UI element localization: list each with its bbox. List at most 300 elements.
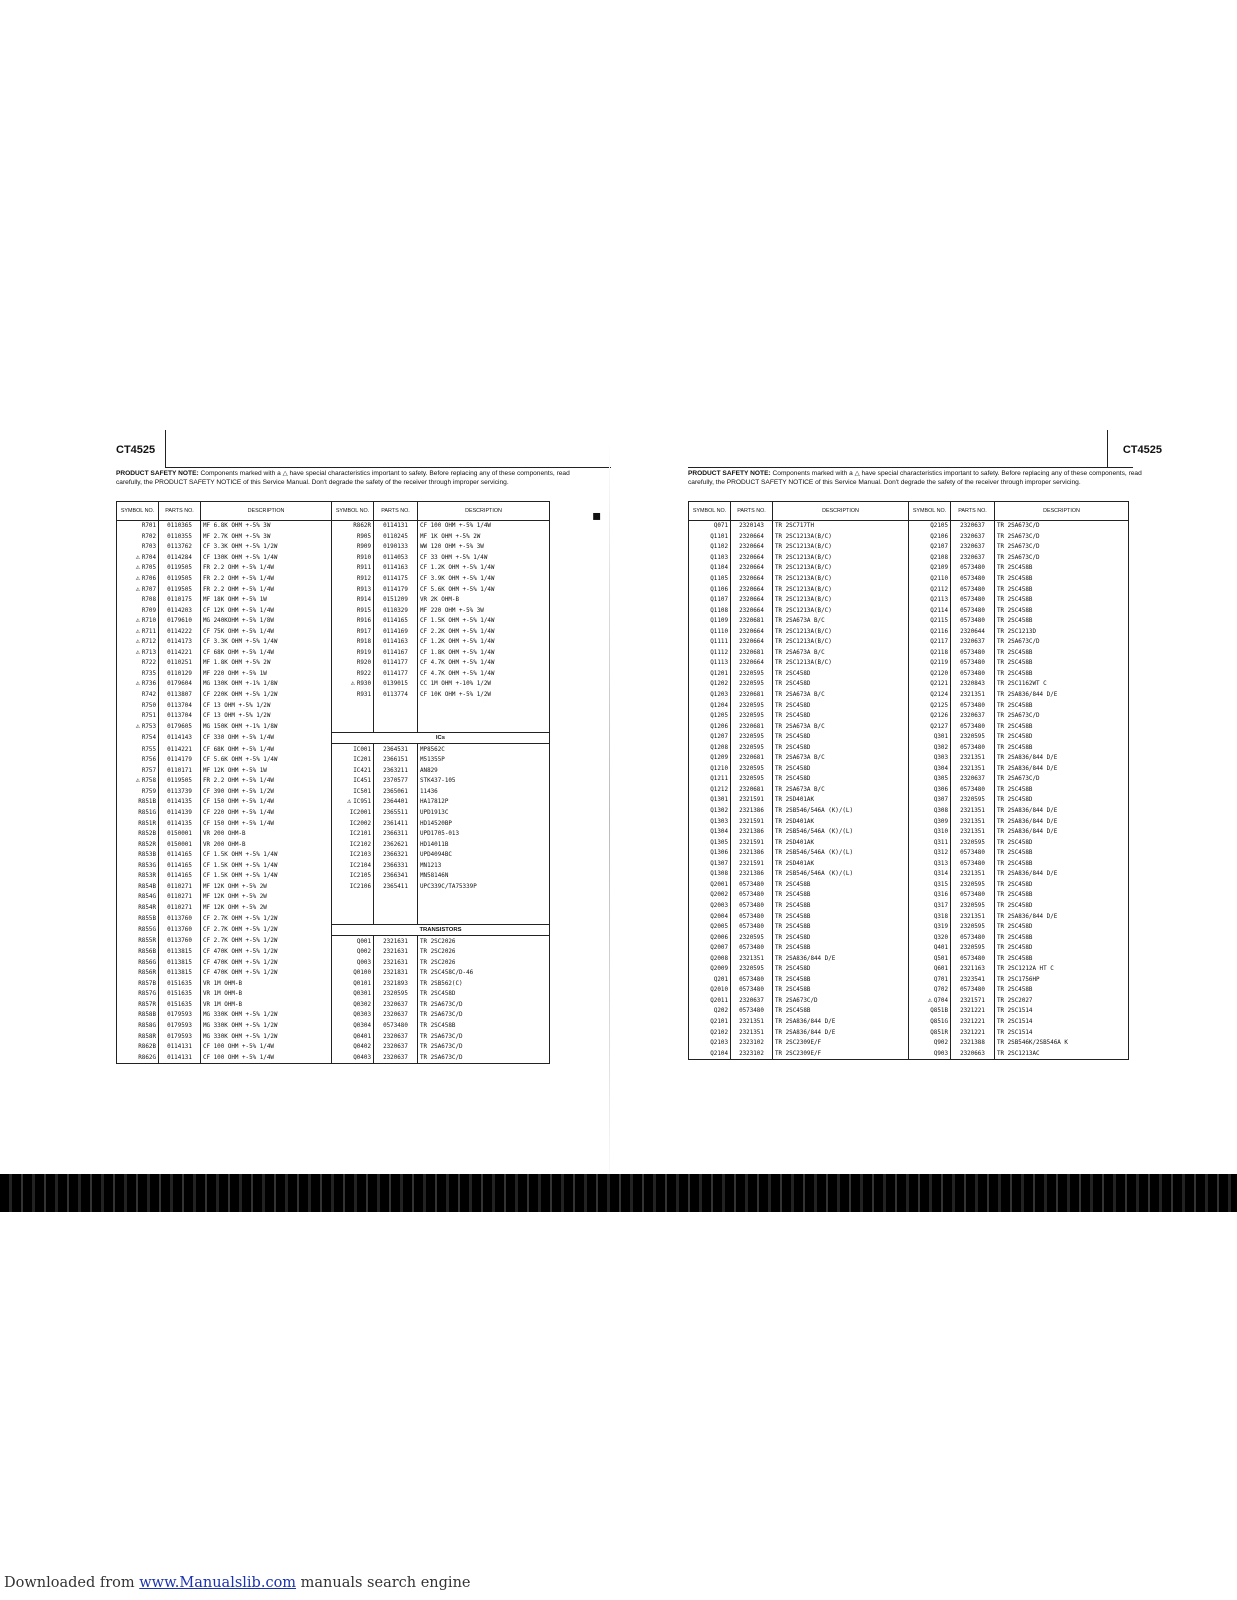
description-cell-text: TR 2SC458B (997, 850, 1033, 857)
symbol-text: Q2003 (710, 902, 728, 909)
part-cell-text: 2320595 (739, 776, 764, 783)
symbol-text: Q2106 (930, 533, 948, 540)
safety-warning-icon: ⚠ (927, 995, 932, 1004)
part-cell-text: 2320664 (739, 544, 764, 551)
description-cell (995, 553, 1129, 564)
symbol-text: R919 (356, 649, 371, 656)
part-cell (731, 764, 773, 775)
part-cell-text: 0179605 (167, 723, 192, 730)
symbol-cell (117, 968, 159, 979)
description-cell-text: TR 2SB546K/2SB546A K (997, 1040, 1068, 1047)
description-cell (995, 932, 1129, 943)
part-cell (731, 553, 773, 564)
description-cell-text: MP8562C (420, 746, 445, 753)
symbol-cell (332, 605, 374, 616)
symbol-cell (117, 1010, 159, 1021)
part-cell (159, 553, 201, 564)
description-cell-text: M51355P (420, 757, 445, 764)
description-cell (995, 901, 1129, 912)
part-cell (159, 669, 201, 680)
description-cell-text: TR 2SA836/844 D/E (997, 755, 1058, 762)
symbol-text: Q071 (713, 523, 728, 530)
symbol-cell (332, 829, 374, 840)
part-cell-text: 0114221 (167, 649, 192, 656)
symbol-cell (117, 1000, 159, 1011)
part-cell-text: 0113815 (167, 970, 192, 977)
part-cell (731, 658, 773, 669)
part-cell (731, 911, 773, 922)
description-cell-text: TR 2SD401AK (775, 818, 815, 825)
description-cell (201, 584, 332, 595)
symbol-cell (117, 818, 159, 829)
symbol-text: R913 (356, 586, 371, 593)
description-cell-text: TR 2SC458B (997, 607, 1033, 614)
part-cell-text: 2320664 (739, 639, 764, 646)
part-cell-text: 0113704 (167, 702, 192, 709)
description-cell (773, 922, 909, 933)
part-cell (374, 605, 418, 616)
symbol-text: Q1103 (710, 554, 728, 561)
part-cell (159, 818, 201, 829)
symbol-text: Q2004 (710, 913, 728, 920)
symbol-cell (117, 574, 159, 585)
symbol-text: R751 (141, 713, 156, 720)
symbol-text: R853G (138, 862, 156, 869)
description-cell (418, 1031, 550, 1042)
symbol-text: Q302 (933, 744, 948, 751)
symbol-cell (909, 690, 951, 701)
description-cell-text: CF 330 OHM +-5% 1/4W (203, 735, 274, 742)
part-cell-text: 0114165 (383, 618, 408, 625)
symbol-cell (689, 753, 731, 764)
description-cell-text: TR 2SC1756HP (997, 976, 1040, 983)
symbol-cell (117, 584, 159, 595)
part-cell-text: 2321571 (960, 997, 985, 1004)
description-cell (418, 721, 550, 732)
part-cell-text: 0573480 (739, 924, 764, 931)
symbol-text: Q2010 (710, 987, 728, 994)
description-cell-text: TR 2SA673C/D (997, 713, 1040, 720)
part-cell-text: 2321351 (960, 829, 985, 836)
description-cell-text: TR 2SC458D (775, 713, 811, 720)
part-cell (159, 1021, 201, 1032)
symbol-text: Q1206 (710, 723, 728, 730)
symbol-cell (117, 787, 159, 798)
part-cell (374, 755, 418, 766)
symbol-cell (117, 936, 159, 947)
description-cell-text: TR 2SC717TH (775, 523, 815, 530)
part-cell (731, 932, 773, 943)
table-row (117, 1000, 550, 1011)
symbol-cell (689, 595, 731, 606)
description-cell-text: TR 2SA673C/D (997, 533, 1040, 540)
symbol-text: Q2107 (930, 544, 948, 551)
part-cell-text: 0573480 (960, 618, 985, 625)
description-cell-text: FR 2.2 OHM +-5% 1/4W (203, 586, 274, 593)
description-cell (201, 679, 332, 690)
description-cell-text: TR 2SC458B (775, 913, 811, 920)
part-cell-text: 2320637 (383, 1033, 408, 1040)
part-cell (731, 732, 773, 743)
part-cell (159, 595, 201, 606)
symbol-text: Q2117 (930, 639, 948, 646)
description-cell-text: TR 2SC1213D (997, 628, 1037, 635)
header-symbol: SYMBOL NO. (117, 502, 159, 521)
part-cell (374, 808, 418, 819)
description-cell (995, 626, 1129, 637)
footer-suffix: manuals search engine (296, 1575, 471, 1591)
symbol-text: Q0402 (353, 1044, 371, 1051)
description-cell (201, 979, 332, 990)
part-cell-text: 0114173 (167, 639, 192, 646)
table-row (117, 616, 550, 627)
part-cell (731, 721, 773, 732)
part-cell (951, 574, 995, 585)
description-cell (773, 1048, 909, 1059)
description-cell-text: TR 2SC1213A(B/C) (775, 607, 832, 614)
part-cell-text: 0114163 (383, 639, 408, 646)
symbol-text: R757 (141, 767, 156, 774)
part-cell-text: 0114284 (167, 554, 192, 561)
symbol-cell (909, 932, 951, 943)
part-cell-text: 0110271 (167, 883, 192, 890)
description-cell-text: UPD1705-013 (420, 831, 460, 838)
part-cell-text: 0119505 (167, 565, 192, 572)
table-row (689, 827, 1129, 838)
description-cell (418, 521, 550, 532)
description-cell (995, 975, 1129, 986)
symbol-cell (332, 521, 374, 532)
table-row (117, 711, 550, 722)
table-row (117, 808, 550, 819)
safety-note-text: Components marked with a △ have special characteristics important to safety. Before replacing any of these components, read carefully, the PRODUCT SAFETY NOTICE of this Service Manual. Don't degrade the safety of the receiver through improper servicing. (688, 470, 1142, 486)
part-cell-text: 0573480 (960, 892, 985, 899)
table-row (689, 932, 1129, 943)
part-cell-text: 2364531 (383, 746, 408, 753)
symbol-text: Q2103 (710, 1040, 728, 1047)
symbol-text: R862G (138, 1054, 156, 1061)
symbol-cell (117, 532, 159, 543)
header-rule (1107, 430, 1108, 468)
part-cell (159, 648, 201, 659)
description-cell (201, 947, 332, 958)
part-cell-text: 2361411 (383, 820, 408, 827)
symbol-cell (689, 742, 731, 753)
symbol-cell (689, 700, 731, 711)
part-cell-text: 0114135 (167, 799, 192, 806)
part-cell-text: 2320595 (739, 765, 764, 772)
part-cell (374, 1042, 418, 1053)
description-cell-text: TR 2SA673A B/C (775, 755, 825, 762)
description-cell (418, 679, 550, 690)
part-cell (951, 1017, 995, 1028)
part-cell (951, 890, 995, 901)
header-divider (166, 467, 611, 468)
part-cell (159, 626, 201, 637)
part-cell (731, 1017, 773, 1028)
symbol-text: Q001 (356, 938, 371, 945)
symbol-text: Q1212 (710, 786, 728, 793)
description-cell-text: MF 220 OHM +-5% 3W (420, 607, 484, 614)
symbol-text: R922 (356, 670, 371, 677)
part-cell (159, 1010, 201, 1021)
part-cell-text: 0110129 (167, 670, 192, 677)
symbol-text: Q201 (713, 976, 728, 983)
symbol-text: R713 (141, 649, 156, 656)
table-row (689, 742, 1129, 753)
part-cell (374, 584, 418, 595)
description-cell-text: TR 2SC458D (997, 924, 1033, 931)
part-cell-text: 2321386 (739, 808, 764, 815)
description-cell (773, 532, 909, 543)
description-cell (995, 1017, 1129, 1028)
description-cell-text: TR 2SC458B (775, 892, 811, 899)
symbol-text: Q1108 (710, 607, 728, 614)
part-cell-text: 0573480 (960, 670, 985, 677)
part-cell-text: 0119505 (167, 586, 192, 593)
description-cell (201, 936, 332, 947)
symbol-cell (689, 605, 731, 616)
description-cell-text: MG 150K OHM +-1% 1/8W (203, 723, 278, 730)
symbol-text: Q0303 (353, 1012, 371, 1019)
description-cell-text: UPC339C/TA75339P (420, 883, 477, 890)
symbol-text: Q304 (933, 765, 948, 772)
symbol-cell (117, 605, 159, 616)
part-cell (731, 859, 773, 870)
description-cell-text: CF 75K OHM +-5% 1/4W (203, 628, 274, 635)
part-cell (374, 648, 418, 659)
symbol-text: R742 (141, 692, 156, 699)
symbol-text: Q702 (933, 987, 948, 994)
description-cell-text: TR 2SC458B (997, 955, 1033, 962)
table-row (689, 953, 1129, 964)
description-cell (418, 595, 550, 606)
symbol-cell (909, 732, 951, 743)
description-cell-text: TR 2SC458B (997, 934, 1033, 941)
description-cell (773, 721, 909, 732)
part-cell (731, 943, 773, 954)
part-cell (159, 711, 201, 722)
part-cell-text: 0139015 (383, 681, 408, 688)
description-cell-text: TR 2SC458D (775, 744, 811, 751)
description-cell (773, 605, 909, 616)
symbol-cell (332, 616, 374, 627)
part-cell-text: 0113774 (383, 692, 408, 699)
symbol-text: R854G (138, 894, 156, 901)
symbol-cell (909, 911, 951, 922)
symbol-cell (909, 1027, 951, 1038)
symbol-text: R702 (141, 533, 156, 540)
part-cell-text: 0110171 (167, 767, 192, 774)
table-row (117, 1042, 550, 1053)
description-cell (773, 553, 909, 564)
part-cell-text: 2321386 (739, 829, 764, 836)
symbol-text: R910 (356, 554, 371, 561)
symbol-cell (689, 584, 731, 595)
part-cell-text: 2321631 (383, 938, 408, 945)
symbol-text: Q319 (933, 924, 948, 931)
part-cell-text: 2321351 (960, 692, 985, 699)
table-row (117, 787, 550, 798)
symbol-text: Q2008 (710, 955, 728, 962)
symbol-text: Q1204 (710, 702, 728, 709)
table-row (117, 1031, 550, 1042)
description-cell (418, 1000, 550, 1011)
description-cell-text: CF 150 OHM +-5% 1/4W (203, 799, 274, 806)
symbol-cell (689, 626, 731, 637)
part-cell (159, 968, 201, 979)
part-cell (731, 1038, 773, 1049)
part-cell-text: 2320595 (739, 734, 764, 741)
symbol-text: IC421 (353, 767, 371, 774)
part-cell (731, 574, 773, 585)
description-cell-text: CF 390 OHM +-5% 1/2W (203, 788, 274, 795)
part-cell (731, 563, 773, 574)
description-cell (418, 542, 550, 553)
table-row (117, 947, 550, 958)
description-cell-text: TR 2SA673A B/C (775, 723, 825, 730)
part-cell-text: 0573480 (739, 976, 764, 983)
description-cell-text: TR 2SC458D (775, 702, 811, 709)
part-cell (159, 1031, 201, 1042)
description-cell (201, 563, 332, 574)
part-cell (374, 903, 418, 914)
table-row (117, 1052, 550, 1063)
description-cell (773, 774, 909, 785)
symbol-cell (689, 1017, 731, 1028)
symbol-text: R905 (356, 533, 371, 540)
part-cell-text: 0114131 (167, 1054, 192, 1061)
description-cell (201, 861, 332, 872)
description-cell-text: TR 2SC1213A(B/C) (775, 586, 832, 593)
symbol-cell (332, 892, 374, 903)
symbol-cell (689, 679, 731, 690)
description-cell (995, 700, 1129, 711)
description-cell (418, 913, 550, 924)
part-cell (731, 1048, 773, 1059)
symbol-cell (689, 953, 731, 964)
symbol-text: R753 (141, 723, 156, 730)
symbol-text: Q1305 (710, 839, 728, 846)
description-cell (773, 690, 909, 701)
description-cell (995, 690, 1129, 701)
description-cell-text: TR 2SC1213A(B/C) (775, 565, 832, 572)
symbol-text: R857G (138, 991, 156, 998)
table-row (117, 957, 550, 968)
description-cell-text: CF 5.6K OHM +-5% 1/4W (420, 586, 495, 593)
part-cell-text: 2323541 (960, 976, 985, 983)
description-cell-text: TR 2SC458D (775, 934, 811, 941)
part-cell (159, 882, 201, 893)
description-cell-text: CF 12K OHM +-5% 1/4W (203, 607, 274, 614)
description-cell (418, 574, 550, 585)
symbol-cell (689, 574, 731, 585)
part-cell (951, 616, 995, 627)
description-cell-text: MN1213 (420, 862, 442, 869)
symbol-cell (909, 574, 951, 585)
description-cell-text: TR 2SC458B (997, 565, 1033, 572)
symbol-text: Q1208 (710, 744, 728, 751)
symbol-text: R709 (141, 607, 156, 614)
part-cell-text: 0113760 (167, 915, 192, 922)
table-row (689, 595, 1129, 606)
part-cell (731, 584, 773, 595)
part-cell-text: 0119505 (167, 576, 192, 582)
description-cell (995, 869, 1129, 880)
part-cell (951, 901, 995, 912)
symbol-text: R931 (356, 692, 371, 699)
symbol-cell (909, 964, 951, 975)
part-cell-text: 2320663 (960, 1050, 985, 1057)
symbol-text: R909 (356, 544, 371, 551)
symbol-cell (332, 574, 374, 585)
symbol-cell (909, 721, 951, 732)
part-cell (731, 795, 773, 806)
description-cell-text: TR 2SC2309E/F (775, 1040, 822, 1047)
part-cell (951, 859, 995, 870)
table-row (117, 521, 550, 532)
part-cell-text: 2320595 (960, 945, 985, 952)
symbol-text: Q0301 (353, 991, 371, 998)
symbol-cell (689, 637, 731, 648)
part-cell-text: 2320637 (960, 523, 985, 530)
part-cell-text: 0573480 (383, 1022, 408, 1029)
symbol-cell (909, 922, 951, 933)
part-cell (159, 584, 201, 595)
description-cell (201, 989, 332, 1000)
part-cell (951, 764, 995, 775)
symbol-cell (332, 936, 374, 947)
description-cell-text: TR 2SC458B (997, 987, 1033, 994)
table-row (689, 785, 1129, 796)
part-cell-text: 2321351 (739, 1029, 764, 1036)
symbol-cell (332, 850, 374, 861)
symbol-text: Q313 (933, 860, 948, 867)
description-cell-text: TR 2SC458B (775, 1008, 811, 1015)
part-cell-text: 2321893 (383, 980, 408, 987)
symbol-text: Q1106 (710, 586, 728, 593)
symbol-cell (332, 690, 374, 701)
symbol-cell (909, 975, 951, 986)
part-cell (951, 922, 995, 933)
description-cell (995, 584, 1129, 595)
description-cell-text: MG 330K OHM +-5% 1/2W (203, 1022, 278, 1029)
symbol-text: IC201 (353, 757, 371, 764)
description-cell (773, 848, 909, 859)
description-cell (201, 1042, 332, 1053)
symbol-cell (689, 563, 731, 574)
symbol-cell (689, 975, 731, 986)
description-cell-text: HD14011B (420, 841, 449, 848)
symbol-cell (117, 1021, 159, 1032)
description-cell-text: TR 2SC458D (997, 881, 1033, 888)
description-cell (201, 924, 332, 936)
manualslib-link[interactable]: www.Manualslib.com (139, 1575, 297, 1591)
symbol-cell (689, 985, 731, 996)
header-description: DESCRIPTION (995, 502, 1129, 521)
symbol-cell (332, 979, 374, 990)
table-row (689, 658, 1129, 669)
description-cell (418, 1052, 550, 1063)
description-cell (995, 637, 1129, 648)
safety-note (688, 470, 1143, 487)
part-cell-text: 0179593 (167, 1022, 192, 1029)
symbol-cell (117, 721, 159, 732)
part-cell (159, 690, 201, 701)
description-cell-text: CF 2.7K OHM +-5% 1/2W (203, 938, 278, 945)
symbol-text: R851G (138, 810, 156, 817)
description-cell-text: VR 1M OHM-B (203, 1001, 243, 1008)
